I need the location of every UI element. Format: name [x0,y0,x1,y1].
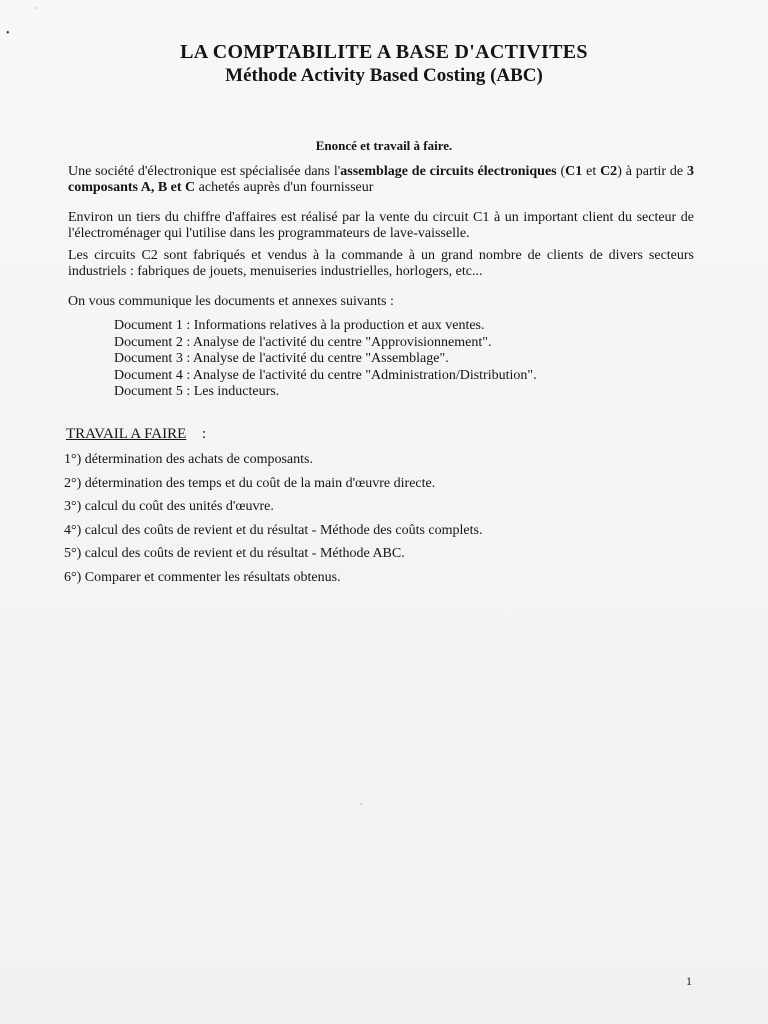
document-list [114,318,537,401]
text-run: achetés auprès d'un fournisseur [195,180,374,195]
scan-mark: · [360,800,363,809]
list-item: Document 2 : Analyse de l'activité du centre "Approvisionnement". [114,334,492,350]
list-item: 3°) calcul du coût des unités d'œuvre. [64,499,274,515]
section-subheading: Enoncé et travail à faire. [315,138,453,153]
text-run-bold: assemblage de circuits électroniques [340,164,557,179]
title-block [0,40,768,88]
page-subtitle: Méthode Activity Based Costing (ABC) [225,65,543,86]
intro-paragraph-3: Les circuits C2 sont fabriqués et vendus à la commande à un grand nombre de clients de divers secteurs industriels : fabriques de jouets, menuiseries industrielles, horlogers, etc... [68,248,694,279]
list-item: Document 3 : Analyse de l'activité du centre "Assemblage". [114,351,449,366]
list-item: Document 5 : Les inducteurs. [114,384,280,399]
page-number: 1 [686,974,692,988]
text-run: ) à partir de [617,164,687,179]
text-run-bold: 3 composants A, B et C [68,164,694,195]
list-item: Document 1 : Informations relatives à la production et aux ventes. [114,318,485,333]
list-item: 1°) détermination des achats de composants. [64,452,313,467]
intro-paragraph-4: On vous communique les documents et annexes suivants : [68,294,394,309]
intro-paragraph-1 [68,164,694,196]
list-item: 4°) calcul des coûts de revient et du résultat - Méthode des coûts complets. [64,522,483,538]
list-item: 2°) détermination des temps et du coût de la main d'œuvre directe. [64,475,436,491]
text-run-bold: C1 [565,164,583,179]
task-list [64,450,482,592]
text-run: Une société d'électronique est spécialisée dans l' [68,164,341,179]
list-item: Document 4 : Analyse de l'activité du centre "Administration/Distribution". [114,367,537,383]
text-run: et [582,164,601,179]
intro-paragraph-2: Environ un tiers du chiffre d'affaires est réalisé par la vente du circuit C1 à un important client du secteur de l'électroménager qui l'utilise dans les programmateurs de lave-vaisselle. [68,210,694,241]
text-run-bold: C2 [600,164,618,179]
travail-heading-label: TRAVAIL A FAIRE [66,426,187,442]
list-item: 5°) calcul des coûts de revient et du résultat - Méthode ABC. [64,546,405,562]
scan-mark: • [6,28,10,39]
text-run: ( [556,164,566,179]
page-title: LA COMPTABILITE A BASE D'ACTIVITES [180,41,588,63]
scan-mark: · [34,4,37,13]
travail-heading-colon: : [202,426,207,442]
list-item: 6°) Comparer et commenter les résultats obtenus. [64,569,341,585]
